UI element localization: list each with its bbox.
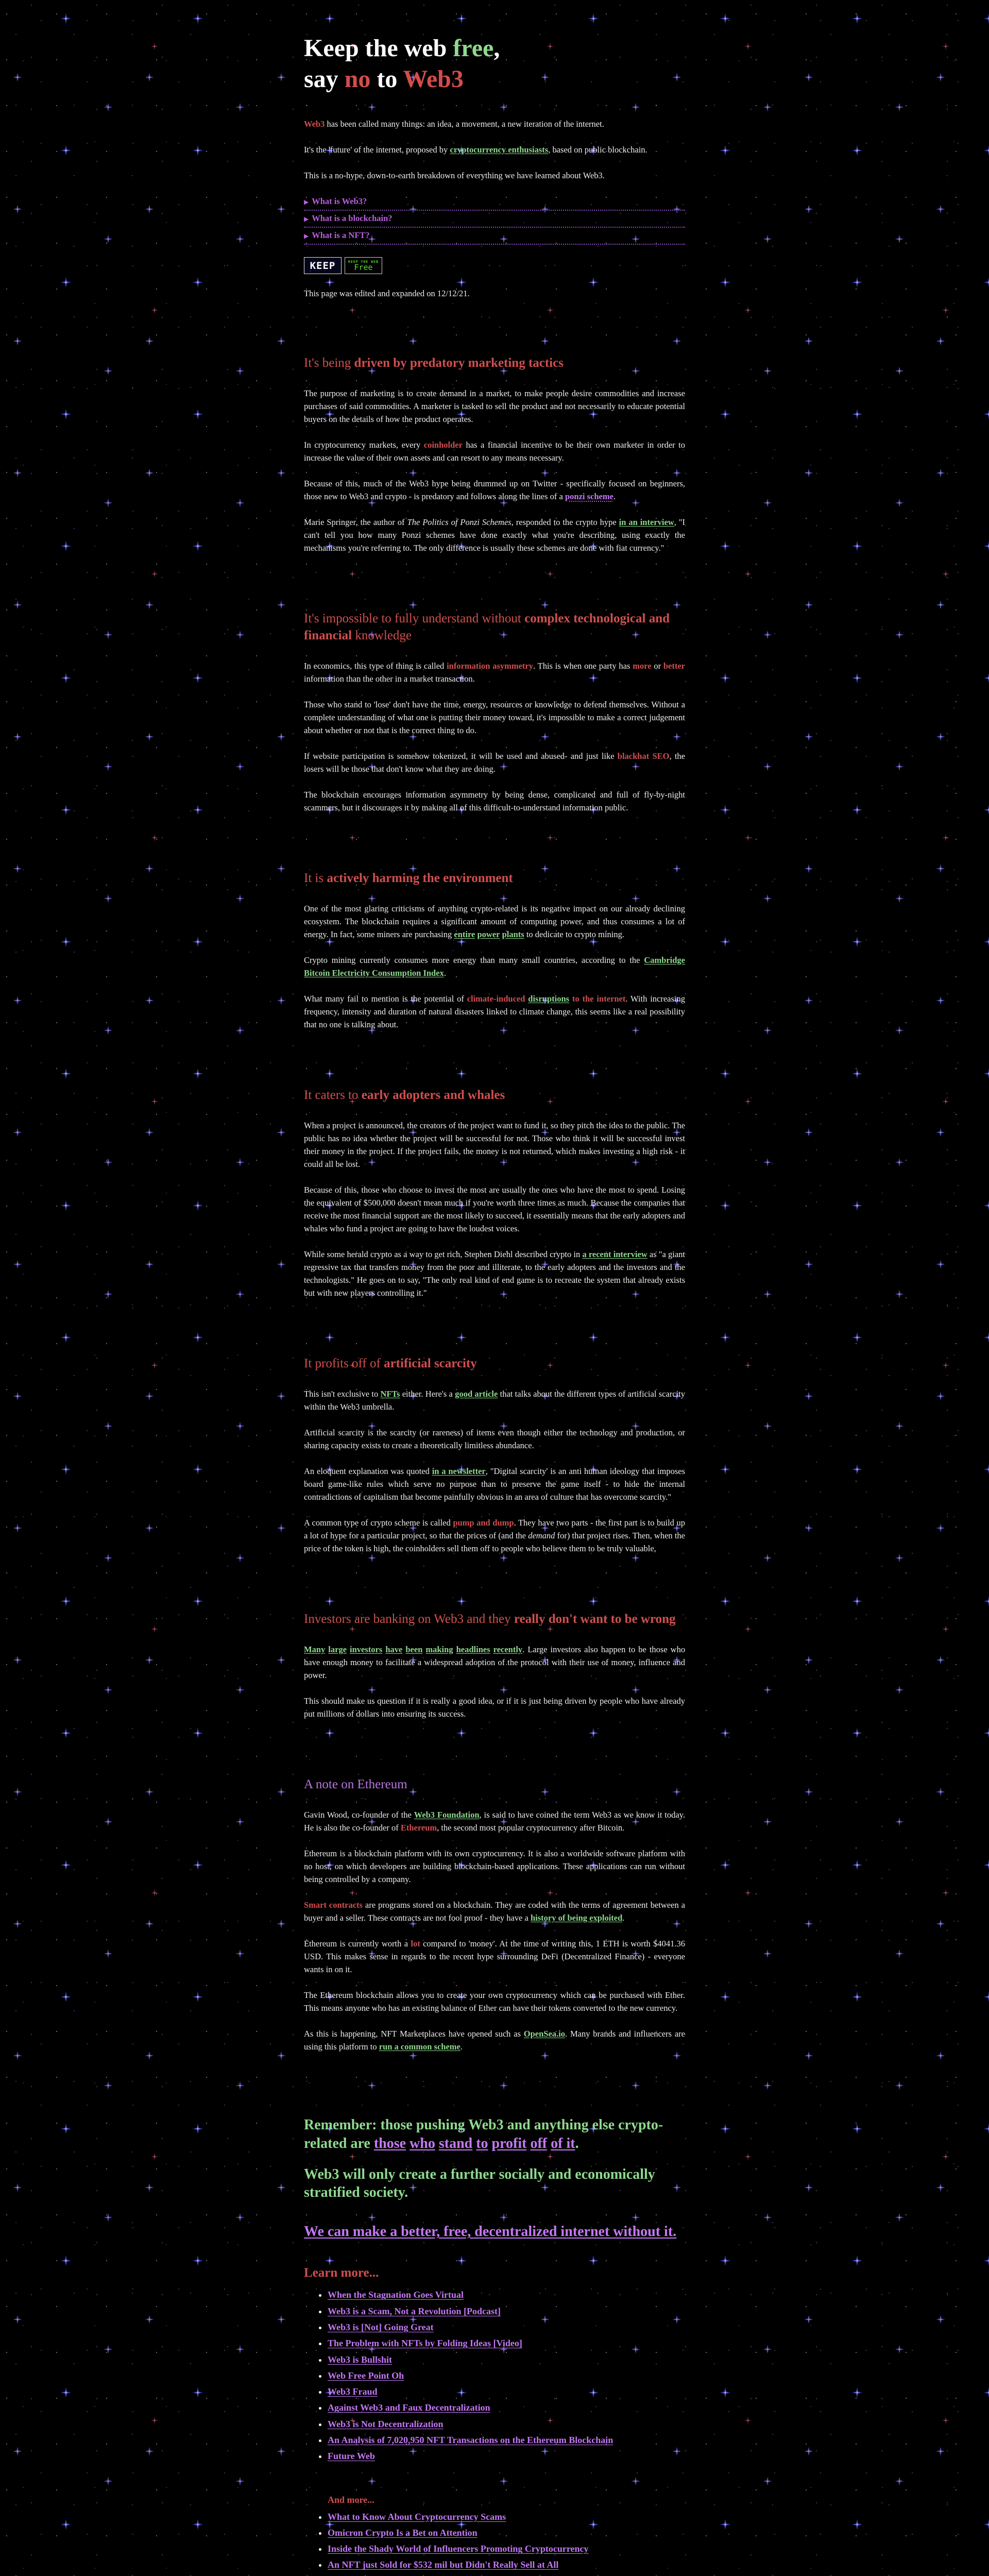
faq-label: What is a NFT? (312, 230, 369, 240)
remember-link[interactable]: profit (492, 2136, 527, 2151)
inline-text: This should make us question if it is really a good idea, or if it is just being driven by people who have already put millions of dollars into ensuring its success. (304, 1696, 685, 1719)
inline-link[interactable]: good article (455, 1389, 498, 1399)
inline-text: When a project is announced, the creators of the project want to fund it, so they pitch the idea to the public. The public has no idea whether the project will be successful for not. Those who think it will be successful invest their money in the project. If the project fails, the money is not returned, which makes investing a high risk - it could all be lost. (304, 1121, 685, 1169)
paragraph (304, 750, 685, 775)
list-item (328, 2558, 685, 2571)
badge-free-text: Free (354, 264, 372, 272)
remember-link[interactable]: who (410, 2136, 435, 2151)
inline-text: . (444, 968, 446, 978)
inline-text: The purpose of marketing is to create demand in a market, to make people desire commodities and increase purchases of said commodities. A marketer is tasked to sell the product and not necessarily to educate potential buyers on the details of how the product operates. (304, 388, 685, 424)
inline-text: , responded to the crypto hype (511, 517, 619, 527)
inline-text: are programs stored on a blockchain. They are coded with the terms of agreement between a buyer and a seller. These contracts are not fool proof - they have a (304, 1900, 685, 1923)
remember-text: Remember: those pushing Web3 and anything else crypto-related are (304, 2117, 663, 2151)
article-sections (304, 354, 685, 2053)
section-heading (304, 354, 685, 371)
remember-link[interactable]: to (476, 2136, 488, 2151)
inline-text: . (461, 2042, 463, 2052)
inline-text: lot (411, 1939, 420, 1948)
faq-item-what-is-a-blockchain (304, 212, 685, 228)
paragraph (304, 2027, 685, 2053)
badge-free-panel (345, 257, 382, 274)
remember-text (406, 2136, 410, 2151)
inline-link[interactable]: Many (304, 1645, 325, 1654)
inline-text: Ethereum (401, 1823, 437, 1833)
inline-link[interactable]: disruptions (528, 994, 569, 1004)
heading-text: driven by predatory marketing tactics (354, 356, 564, 370)
inline-text: Because of this, much of the Web3 hype being drummed up on Twitter - specifically focused on beginners, those new to Web3 and crypto - is predatory and follows along the lines of a (304, 479, 685, 501)
resource-link[interactable]: Web3 is Not Decentralization (328, 2419, 443, 2429)
inline-text: compared to 'money'. At the time of writing this, 1 ETH is worth $4041.36 USD. This makes sense in regards to the recent hype surrounding DeFi (Decentralized Finance) - everyone wants in on it. (304, 1939, 685, 1974)
learn-more-heading: Learn more... (304, 2266, 685, 2280)
inline-text: information asymmetry (447, 661, 533, 671)
paragraph (304, 1899, 685, 1924)
inline-text: Crypto mining currently consumes more energy than many small countries, according to the (304, 955, 644, 965)
remember-link[interactable]: those (374, 2136, 406, 2151)
paragraph (304, 1808, 685, 1834)
paragraph (304, 1387, 685, 1413)
list-item (328, 2321, 685, 2333)
inline-link[interactable]: NFTs (381, 1389, 400, 1399)
faq-item-what-is-a-nft (304, 229, 685, 245)
inline-text: . Large investors also happen to be those who have enough money to facilitate a widespread adoption of the protocol with their use of money, influence and power. (304, 1645, 685, 1680)
heading-text: It is (304, 871, 327, 885)
badge-keep-panel (304, 257, 342, 274)
inline-link[interactable]: run a common scheme (379, 2042, 461, 2052)
inline-link[interactable]: in an interview (619, 517, 674, 527)
inline-link[interactable]: cryptocurrency enthusiasts (450, 145, 548, 155)
inline-link[interactable]: ponzi scheme (565, 492, 613, 501)
inline-link[interactable]: entire (454, 929, 475, 939)
heading-text: It profits off of (304, 1357, 384, 1370)
paragraph (304, 387, 685, 426)
resource-link[interactable]: Web3 is a Scam, Not a Revolution [Podcast] (328, 2306, 501, 2316)
section-heading (304, 1611, 685, 1628)
inline-text: It's the 'future' of the internet, proposed by (304, 145, 450, 155)
inline-link[interactable]: making (425, 1645, 453, 1654)
inline-text: . (622, 1913, 624, 1923)
inline-text: In cryptocurrency markets, every (304, 440, 424, 450)
remember-link[interactable]: off (530, 2136, 547, 2151)
faq-summary-what-is-web3[interactable] (304, 196, 685, 207)
inline-text: An eloquent explanation was quoted (304, 1466, 432, 1476)
paragraph (304, 1426, 685, 1452)
list-item (328, 2527, 685, 2539)
heading-text: It caters to (304, 1088, 362, 1102)
resource-link[interactable]: Web3 is Bullshit (328, 2354, 392, 2365)
resource-link[interactable]: Inside the Shady World of Influencers Promoting Cryptocurrency (328, 2544, 589, 2554)
inline-text: The Ethereum blockchain allows you to create your own cryptocurrency which can be purchased with Ether. This means anyone who has an existing balance of Ether can have their tokens converted to the new currency. (304, 1990, 685, 2013)
inline-text: to dedicate to crypto mining. (524, 929, 624, 939)
stratified-heading: Web3 will only create a further socially and economically stratified society. (304, 2165, 685, 2202)
paragraph (304, 169, 685, 182)
inline-text: Those who stand to 'lose' don't have the time, energy, resources or knowledge to defend themselves. Without a complete understanding of what one is putting their money toward, it's impossible to make a correct judgement about whether or not that is the correct thing to do. (304, 700, 685, 735)
faq-item-what-is-web3 (304, 195, 685, 211)
inline-link[interactable]: recently (493, 1645, 523, 1654)
heading-text: actively harming the environment (327, 871, 513, 885)
faq-summary-what-is-a-nft[interactable] (304, 230, 685, 241)
remember-text (435, 2136, 439, 2151)
paragraph (304, 1465, 685, 1503)
paragraph (304, 143, 685, 156)
heading-text: A note on Ethereum (304, 1777, 407, 1791)
expand-arrow-icon: ▶ (304, 215, 309, 223)
inline-text: Ethereum is currently worth a (304, 1939, 411, 1948)
section-heading (304, 870, 685, 887)
inline-text: , "I can't tell you how many Ponzi schemes have done exactly what you're describing, using exactly the mechanisms you're referring to. The only difference is usually these schemes are done with fiat currency." (304, 517, 685, 553)
faq-label: What is a blockchain? (312, 213, 392, 223)
inline-text: climate-induced (467, 994, 525, 1004)
inline-link[interactable]: in a newsletter (432, 1466, 486, 1476)
remember-link[interactable]: stand (439, 2136, 472, 2151)
remember-text (488, 2136, 492, 2151)
article-column (304, 0, 685, 2576)
list-item (328, 2353, 685, 2366)
expand-arrow-icon: ▶ (304, 232, 309, 240)
paragraph (304, 117, 685, 130)
title-text: , (493, 35, 500, 62)
inline-text: as "a giant regressive tax that transfers money from the poor and illiterate, to the early adopters and the investors and the technologists." He goes on to say, "The only real kind of end game is to recreate the system that already exists but with new players controlling it." (304, 1249, 685, 1298)
resource-link[interactable]: Web3 is [Not] Going Great (328, 2322, 434, 2332)
title-text: to (370, 65, 403, 93)
inline-text: . Many brands and influencers are using this platform to (304, 2029, 685, 2052)
wecan-link[interactable]: We can make a better, free, decentralized internet without it. (304, 2224, 676, 2240)
resource-link[interactable]: An NFT just Sold for $532 mil but Didn't Really Sell at All (328, 2560, 558, 2570)
inline-text: coinholder (424, 440, 463, 450)
inline-link[interactable]: a recent interview (582, 1249, 647, 1259)
inline-text: This is a no-hype, down-to-earth breakdown of everything we have learned about Web3. (304, 171, 605, 180)
inline-text: , is said to have coined the term Web3 as we know it today. He is also the co-founder of (304, 1810, 685, 1833)
resource-link[interactable]: Web Free Point Oh (328, 2370, 404, 2381)
expand-arrow-icon: ▶ (304, 198, 309, 206)
resource-link[interactable]: The Problem with NFTs by Folding Ideas [Video] (328, 2338, 522, 2348)
heading-text: It's impossible to fully understand without (304, 612, 524, 625)
inline-link[interactable]: have (385, 1645, 402, 1654)
inline-text: Because of this, those who choose to invest the most are usually the ones who have the most to spend. Losing the equivalent of $500,000 doesn't mean much if you're worth three times as much. Because the companies that receive the most financial support are the most likely to succeed, it essentially means that the early adopters and whales who fund a project are going to have the loudest voices. (304, 1185, 685, 1233)
inline-text: that talks about the different types of artificial scarcity within the Web3 umbrella. (304, 1389, 685, 1412)
badge-keep-text: KEEP (310, 260, 336, 272)
paragraph (304, 954, 685, 979)
inline-text: blackhat SEO (618, 751, 670, 761)
inline-text: . With increasing frequency, intensity and duration of natural disasters linked to climate change, this seems like a real possibility that no one is talking about. (304, 994, 685, 1029)
inline-text: , the second most popular cryptocurrency after Bitcoin. (437, 1823, 624, 1833)
badge-keep-the-web-text: KEEP THE WEB (348, 260, 379, 264)
heading-text: artificial scarcity (384, 1357, 477, 1370)
paragraph (304, 438, 685, 464)
inline-text: for) that project rises. Then, when the price of the token is high, the coinholders sell them off to people who believe them to be truly valuable, (304, 1531, 685, 1553)
inline-text: This isn't exclusive to (304, 1389, 381, 1399)
resource-link[interactable]: Web3 Fraud (328, 2386, 378, 2397)
resource-link[interactable]: An Analysis of 7,020,950 NFT Transactions on the Ethereum Blockchain (328, 2435, 613, 2445)
title-text: Keep the web (304, 35, 453, 62)
paragraph (304, 788, 685, 814)
resource-link[interactable]: When the Stagnation Goes Virtual (328, 2290, 464, 2300)
remember-heading (304, 2116, 685, 2153)
inline-text: has a financial incentive to be their own marketer in order to increase the value of their own assets and can resort to any means necessary. (304, 440, 685, 463)
list-item (328, 2450, 685, 2462)
inline-text: Marie Springer, the author of (304, 517, 407, 527)
list-item (328, 2401, 685, 2414)
resource-link[interactable]: Future Web (328, 2451, 375, 2461)
inline-link[interactable]: history of being exploited (531, 1913, 622, 1923)
inline-text: A common type of crypto scheme is called (304, 1518, 453, 1528)
inline-text: If website participation is somehow tokenized, it will be used and abused- and just like (304, 751, 618, 761)
title-text: Web3 (403, 65, 464, 93)
faq-list (304, 195, 685, 245)
list-item (328, 2289, 685, 2301)
and-more-heading: And more... (328, 2495, 685, 2505)
inline-link[interactable]: headlines (456, 1645, 490, 1654)
inline-text: , the losers will be those that don't know what they are doing. (304, 751, 685, 774)
paragraph (304, 1248, 685, 1299)
resource-link[interactable]: What to Know About Cryptocurrency Scams (328, 2512, 506, 2522)
page-title (304, 33, 685, 95)
paragraph (304, 659, 685, 685)
inline-text: Ethereum is a blockchain platform with its own cryptocurrency. It is also a worldwide software platform with no host, on which developers are building blockchain-based applications. These applications can run without being controlled by a company. (304, 1849, 685, 1884)
faq-label: What is Web3? (312, 196, 367, 206)
inline-text: Smart contracts (304, 1900, 363, 1910)
title-text: say (304, 65, 345, 93)
paragraph (304, 1937, 685, 1976)
inline-text: more (633, 661, 651, 671)
list-item (328, 2385, 685, 2398)
list-item (328, 2305, 685, 2317)
inline-text: to the internet (572, 994, 625, 1004)
section-heading (304, 1776, 685, 1793)
inline-text: Artificial scarcity is the scarcity (or rareness) of items even though either the technology and production, or sharing capacity exists to create a theoretically limitless abundance. (304, 1428, 685, 1450)
learn-more-list (304, 2289, 685, 2462)
keep-the-web-free-badge[interactable] (304, 257, 382, 274)
inline-link[interactable]: large (328, 1645, 347, 1654)
paragraph (304, 992, 685, 1031)
list-item (328, 2369, 685, 2382)
inline-link[interactable]: OpenSea.io (524, 2029, 565, 2039)
inline-link[interactable]: Web3 Foundation (414, 1810, 480, 1820)
paragraph (304, 516, 685, 554)
inline-text: either. Here's a (400, 1389, 455, 1399)
section-heading (304, 1355, 685, 1372)
inline-link[interactable]: power (477, 929, 500, 939)
list-item (328, 2434, 685, 2446)
inline-text: better (663, 661, 685, 671)
inline-text: , based on public blockchain. (548, 145, 647, 155)
faq-summary-what-is-a-blockchain[interactable] (304, 213, 685, 224)
inline-link[interactable]: plants (502, 929, 524, 939)
inline-text: . This is when one party has (533, 661, 633, 671)
paragraph (304, 1516, 685, 1555)
list-item (328, 2543, 685, 2555)
paragraph (304, 902, 685, 941)
remember-link[interactable]: of it (551, 2136, 575, 2151)
paragraph (304, 1847, 685, 1886)
heading-text: early adopters and whales (362, 1088, 505, 1102)
list-item (328, 2337, 685, 2349)
heading-text: complex technological and financial (304, 612, 670, 642)
inline-text: The Politics of Ponzi Schemes (407, 517, 511, 527)
section-heading (304, 610, 685, 644)
inline-text: . (613, 492, 616, 501)
resource-link[interactable]: Omicron Crypto Is a Bet on Attention (328, 2528, 478, 2538)
wecan-heading (304, 2224, 685, 2240)
resource-link[interactable]: Against Web3 and Faux Decentralization (328, 2402, 490, 2413)
inline-text: demand (528, 1531, 555, 1540)
inline-text: What many fail to mention is the potential of (304, 994, 467, 1004)
inline-text: The blockchain encourages information asymmetry by being dense, complicated and full of fly-by-night scammers, but it discourages it by making all of this difficult-to-understand information public. (304, 790, 685, 812)
paragraph (304, 698, 685, 737)
remember-text: . (575, 2136, 579, 2151)
list-item (328, 2575, 685, 2576)
paragraph (304, 1119, 685, 1171)
intro-paragraphs (304, 117, 685, 182)
heading-text: knowledge (352, 629, 412, 642)
inline-link[interactable]: investors (350, 1645, 382, 1654)
paragraph (304, 1643, 685, 1682)
inline-text: In economics, this type of thing is called (304, 661, 447, 671)
paragraph (304, 1694, 685, 1720)
paragraph (304, 477, 685, 503)
inline-text: . They have two parts - the first part is to build up a lot of hype for a particular project, so that the prices of (and the (304, 1518, 685, 1540)
list-item (328, 2418, 685, 2430)
inline-text: While some herald crypto as a way to get rich, Stephen Diehl described crypto in (304, 1249, 582, 1259)
inline-text: has been called many things: an idea, a movement, a new iteration of the internet. (325, 119, 604, 129)
paragraph (304, 1183, 685, 1235)
inline-link[interactable]: Cambridge Bitcoin Electricity Consumption Index (304, 955, 685, 978)
inline-text: information than the other in a market transaction. (304, 674, 475, 684)
edit-note: This page was edited and expanded on 12/12/21. (304, 289, 685, 299)
section-heading (304, 1087, 685, 1104)
inline-text: Web3 (304, 119, 325, 129)
heading-text: Investors are banking on Web3 and they (304, 1612, 514, 1626)
title-text: free (453, 35, 493, 62)
title-text: no (345, 65, 371, 93)
and-more-list (304, 2511, 685, 2576)
inline-text: or (652, 661, 663, 671)
inline-text: As this is happening, NFT Marketplaces have opened such as (304, 2029, 524, 2039)
inline-text: pump and dump (453, 1518, 514, 1528)
list-item (328, 2511, 685, 2523)
heading-text: really don't want to be wrong (514, 1612, 676, 1626)
inline-link[interactable]: been (405, 1645, 422, 1654)
heading-text: It's being (304, 356, 354, 370)
paragraph (304, 1989, 685, 2014)
inline-text: , "Digital scarcity' is an anti human ideology that imposes board game-like rules which serve no purpose than to preserve the game itself - to hide the internal contradictions of capitalism that become painfully obvious in an area of culture that has overcome scarcity." (304, 1466, 685, 1502)
inline-text: One of the most glaring criticisms of anything crypto-related is its negative impact on our already declining ecosystem. The blockchain requires a significant amount of computing power, and thus consumes a lot of energy. In fact, some miners are purchasing (304, 904, 685, 939)
inline-text: Gavin Wood, co-founder of the (304, 1810, 414, 1820)
